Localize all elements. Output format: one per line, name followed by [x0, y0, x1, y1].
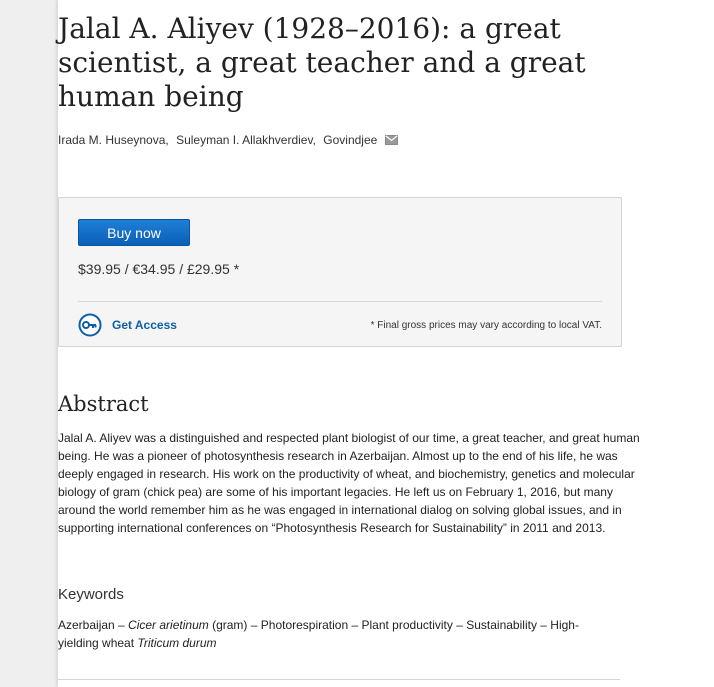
keyword-link[interactable]	[128, 618, 247, 632]
keyword-link[interactable]: Sustainability	[466, 618, 537, 632]
keyword-separator: –	[452, 618, 467, 632]
buy-now-button[interactable]: Buy now	[78, 219, 190, 246]
author-link-huseynova[interactable]: Irada M. Huseynova	[58, 133, 166, 147]
author-list	[58, 133, 398, 147]
keyword-text: High-yielding wheat	[58, 618, 579, 650]
get-access-label: Get Access	[112, 318, 177, 332]
vat-note: * Final gross prices may vary according to local VAT.	[370, 320, 602, 331]
keyword-separator: –	[536, 618, 551, 632]
keyword-separator: –	[247, 618, 261, 632]
author-link-govindjee[interactable]: Govindjee	[323, 133, 378, 147]
purchase-divider	[78, 301, 602, 302]
keywords-heading: Keywords	[58, 586, 124, 603]
keywords-list	[58, 616, 618, 652]
keyword-separator: –	[114, 618, 129, 632]
abstract-heading: Abstract	[58, 392, 149, 416]
article-title: Jalal A. Aliyev (1928–2016): a great scientist, a great teacher and a great human being	[58, 12, 586, 113]
abstract-text: Jalal A. Aliyev was a distinguished and respected plant biologist of our time, a great teacher, and great human being. He was a pioneer of photosynthesis research in Azerbaijan. Almost up to the end of his life, he was deeply engaged in research. His work on the productivity of wheat, and biochemistry, genetics and molecular biology of gram (chick pea) are some of his important legacies. He left us on February 1, 2016, but many around the world remember him as he was engaged in international dialog on solving global issues, and in supporting international conferences on “Photosynthesis Research for Sustainability” in 2011 and 2013.	[58, 431, 640, 535]
purchase-box	[58, 197, 622, 347]
section-divider	[58, 679, 620, 680]
envelope-icon[interactable]	[385, 135, 398, 145]
keyword-link[interactable]: Azerbaijan	[58, 618, 115, 632]
keyword-italic: Cicer arietinum	[128, 618, 209, 632]
get-access-link[interactable]	[78, 312, 177, 338]
author-separator: ,	[312, 133, 316, 147]
keyword-separator: –	[348, 618, 362, 632]
keyword-link[interactable]: Plant productivity	[361, 618, 453, 632]
keyword-link[interactable]: Photorespiration	[260, 618, 349, 632]
author-separator: ,	[165, 133, 169, 147]
price-text: $39.95 / €34.95 / £29.95 *	[78, 261, 240, 277]
keyword-italic: Triticum durum	[137, 636, 217, 650]
keyword-suffix: (gram)	[208, 618, 248, 632]
key-icon	[78, 313, 102, 337]
author-link-allakhverdiev[interactable]: Suleyman I. Allakhverdiev	[176, 133, 313, 147]
